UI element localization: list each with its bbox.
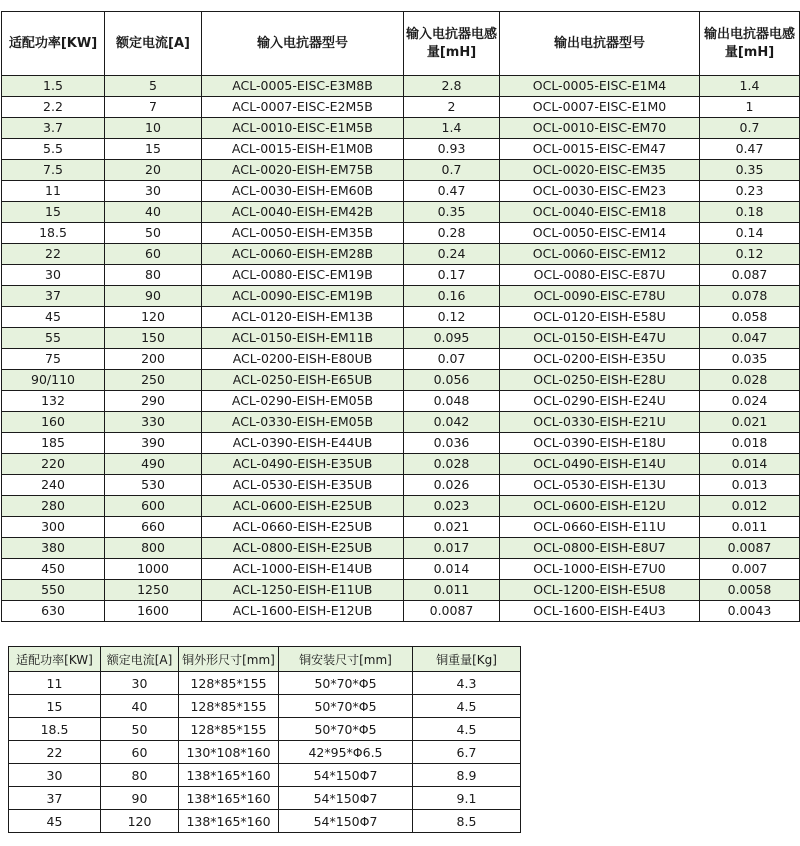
power-cell: 2.2 bbox=[2, 97, 105, 118]
weight-cell: 9.1 bbox=[413, 787, 521, 810]
copper-dimension-table bbox=[8, 646, 521, 833]
output-inductance-cell: 1.4 bbox=[700, 76, 800, 97]
table-row bbox=[2, 349, 800, 370]
mount-size-cell: 54*150Φ7 bbox=[279, 764, 413, 787]
table-row bbox=[2, 307, 800, 328]
input-model-cell: ACL-0005-EISC-E3M8B bbox=[202, 76, 404, 97]
input-model-cell: ACL-1000-EISH-E14UB bbox=[202, 559, 404, 580]
outline-size-cell: 138*165*160 bbox=[179, 810, 279, 833]
power-cell: 37 bbox=[9, 787, 101, 810]
table-row bbox=[9, 695, 521, 718]
table-row bbox=[2, 496, 800, 517]
input-model-cell: ACL-0200-EISH-E80UB bbox=[202, 349, 404, 370]
output-model-cell: OCL-0290-EISH-E24U bbox=[500, 391, 700, 412]
power-cell: 630 bbox=[2, 601, 105, 622]
current-cell: 20 bbox=[105, 160, 202, 181]
input-inductance-cell: 0.028 bbox=[404, 454, 500, 475]
outline-size-cell: 128*85*155 bbox=[179, 695, 279, 718]
output-model-cell: OCL-1000-EISH-E7U0 bbox=[500, 559, 700, 580]
input-inductance-cell: 0.021 bbox=[404, 517, 500, 538]
current-cell: 530 bbox=[105, 475, 202, 496]
input-model-cell: ACL-0060-EISH-EM28B bbox=[202, 244, 404, 265]
table-row bbox=[9, 810, 521, 833]
table-row bbox=[2, 601, 800, 622]
current-cell: 15 bbox=[105, 139, 202, 160]
power-cell: 185 bbox=[2, 433, 105, 454]
input-model-cell: ACL-0150-EISH-EM11B bbox=[202, 328, 404, 349]
table-row bbox=[2, 223, 800, 244]
power-cell: 11 bbox=[9, 672, 101, 695]
input-inductance-cell: 0.036 bbox=[404, 433, 500, 454]
output-model-cell: OCL-0530-EISH-E13U bbox=[500, 475, 700, 496]
table-row bbox=[2, 391, 800, 412]
input-inductance-cell: 0.28 bbox=[404, 223, 500, 244]
table-row bbox=[2, 286, 800, 307]
input-inductance-cell: 0.056 bbox=[404, 370, 500, 391]
weight-cell: 8.5 bbox=[413, 810, 521, 833]
current-cell: 120 bbox=[105, 307, 202, 328]
output-inductance-cell: 0.0043 bbox=[700, 601, 800, 622]
table-row bbox=[2, 433, 800, 454]
table-row bbox=[9, 741, 521, 764]
output-model-cell: OCL-0005-EISC-E1M4 bbox=[500, 76, 700, 97]
input-model-cell: ACL-0007-EISC-E2M5B bbox=[202, 97, 404, 118]
current-cell: 660 bbox=[105, 517, 202, 538]
table-header-row bbox=[9, 647, 521, 672]
output-model-cell: OCL-0120-EISH-E58U bbox=[500, 307, 700, 328]
input-inductance-cell: 0.023 bbox=[404, 496, 500, 517]
output-inductance-cell: 0.014 bbox=[700, 454, 800, 475]
output-inductance-cell: 0.0087 bbox=[700, 538, 800, 559]
outline-size-cell: 128*85*155 bbox=[179, 672, 279, 695]
table-row bbox=[2, 139, 800, 160]
input-inductance-cell: 1.4 bbox=[404, 118, 500, 139]
header-input-inductance: 输入电抗器电感量[mH] bbox=[404, 12, 500, 76]
power-cell: 90/110 bbox=[2, 370, 105, 391]
output-inductance-cell: 0.011 bbox=[700, 517, 800, 538]
current-cell: 60 bbox=[105, 244, 202, 265]
input-model-cell: ACL-0600-EISH-E25UB bbox=[202, 496, 404, 517]
input-inductance-cell: 0.014 bbox=[404, 559, 500, 580]
output-model-cell: OCL-0660-EISH-E11U bbox=[500, 517, 700, 538]
output-inductance-cell: 0.058 bbox=[700, 307, 800, 328]
current-cell: 7 bbox=[105, 97, 202, 118]
current-cell: 80 bbox=[105, 265, 202, 286]
table-row bbox=[2, 538, 800, 559]
output-model-cell: OCL-0080-EISC-E87U bbox=[500, 265, 700, 286]
table-row bbox=[2, 265, 800, 286]
current-cell: 5 bbox=[105, 76, 202, 97]
current-cell: 50 bbox=[101, 718, 179, 741]
table-header-row bbox=[2, 12, 800, 76]
output-model-cell: OCL-0150-EISH-E47U bbox=[500, 328, 700, 349]
input-model-cell: ACL-0330-EISH-EM05B bbox=[202, 412, 404, 433]
input-inductance-cell: 0.7 bbox=[404, 160, 500, 181]
table-row bbox=[2, 517, 800, 538]
output-model-cell: OCL-0050-EISC-EM14 bbox=[500, 223, 700, 244]
input-inductance-cell: 0.0087 bbox=[404, 601, 500, 622]
weight-cell: 4.5 bbox=[413, 695, 521, 718]
power-cell: 300 bbox=[2, 517, 105, 538]
output-inductance-cell: 0.35 bbox=[700, 160, 800, 181]
output-inductance-cell: 0.0058 bbox=[700, 580, 800, 601]
current-cell: 30 bbox=[101, 672, 179, 695]
input-inductance-cell: 0.93 bbox=[404, 139, 500, 160]
table-row bbox=[9, 764, 521, 787]
output-model-cell: OCL-0060-EISC-EM12 bbox=[500, 244, 700, 265]
input-model-cell: ACL-0250-EISH-E65UB bbox=[202, 370, 404, 391]
mount-size-cell: 42*95*Φ6.5 bbox=[279, 741, 413, 764]
input-inductance-cell: 0.048 bbox=[404, 391, 500, 412]
table-row bbox=[2, 328, 800, 349]
header-power: 适配功率[KW] bbox=[9, 647, 101, 672]
power-cell: 1.5 bbox=[2, 76, 105, 97]
input-model-cell: ACL-0530-EISH-E35UB bbox=[202, 475, 404, 496]
output-inductance-cell: 0.47 bbox=[700, 139, 800, 160]
current-cell: 1600 bbox=[105, 601, 202, 622]
table-row bbox=[2, 475, 800, 496]
current-cell: 90 bbox=[101, 787, 179, 810]
output-inductance-cell: 0.012 bbox=[700, 496, 800, 517]
output-model-cell: OCL-0010-EISC-EM70 bbox=[500, 118, 700, 139]
current-cell: 1000 bbox=[105, 559, 202, 580]
input-model-cell: ACL-0020-EISH-EM75B bbox=[202, 160, 404, 181]
input-model-cell: ACL-0120-EISH-EM13B bbox=[202, 307, 404, 328]
table-row bbox=[2, 370, 800, 391]
power-cell: 55 bbox=[2, 328, 105, 349]
input-model-cell: ACL-0290-EISH-EM05B bbox=[202, 391, 404, 412]
table-row bbox=[2, 412, 800, 433]
input-inductance-cell: 0.026 bbox=[404, 475, 500, 496]
input-model-cell: ACL-0010-EISC-E1M5B bbox=[202, 118, 404, 139]
input-model-cell: ACL-1250-EISH-E11UB bbox=[202, 580, 404, 601]
table-row bbox=[2, 97, 800, 118]
power-cell: 75 bbox=[2, 349, 105, 370]
input-model-cell: ACL-0080-EISC-EM19B bbox=[202, 265, 404, 286]
input-model-cell: ACL-0040-EISH-EM42B bbox=[202, 202, 404, 223]
current-cell: 600 bbox=[105, 496, 202, 517]
output-inductance-cell: 0.078 bbox=[700, 286, 800, 307]
header-current: 额定电流[A] bbox=[105, 12, 202, 76]
current-cell: 290 bbox=[105, 391, 202, 412]
header-power: 适配功率[KW] bbox=[2, 12, 105, 76]
output-model-cell: OCL-0390-EISH-E18U bbox=[500, 433, 700, 454]
power-cell: 18.5 bbox=[2, 223, 105, 244]
header-weight: 铜重量[Kg] bbox=[413, 647, 521, 672]
output-model-cell: OCL-0015-EISC-EM47 bbox=[500, 139, 700, 160]
header-current: 额定电流[A] bbox=[101, 647, 179, 672]
current-cell: 490 bbox=[105, 454, 202, 475]
power-cell: 280 bbox=[2, 496, 105, 517]
power-cell: 132 bbox=[2, 391, 105, 412]
current-cell: 200 bbox=[105, 349, 202, 370]
output-model-cell: OCL-0030-EISC-EM23 bbox=[500, 181, 700, 202]
current-cell: 120 bbox=[101, 810, 179, 833]
power-cell: 3.7 bbox=[2, 118, 105, 139]
input-inductance-cell: 0.017 bbox=[404, 538, 500, 559]
outline-size-cell: 138*165*160 bbox=[179, 764, 279, 787]
header-outline-size: 铜外形尺寸[mm] bbox=[179, 647, 279, 672]
power-cell: 30 bbox=[9, 764, 101, 787]
output-model-cell: OCL-0090-EISC-E78U bbox=[500, 286, 700, 307]
input-inductance-cell: 2.8 bbox=[404, 76, 500, 97]
power-cell: 30 bbox=[2, 265, 105, 286]
current-cell: 330 bbox=[105, 412, 202, 433]
output-inductance-cell: 1 bbox=[700, 97, 800, 118]
current-cell: 40 bbox=[101, 695, 179, 718]
input-model-cell: ACL-0030-EISH-EM60B bbox=[202, 181, 404, 202]
power-cell: 22 bbox=[2, 244, 105, 265]
power-cell: 15 bbox=[9, 695, 101, 718]
power-cell: 220 bbox=[2, 454, 105, 475]
output-inductance-cell: 0.007 bbox=[700, 559, 800, 580]
output-model-cell: OCL-0490-EISH-E14U bbox=[500, 454, 700, 475]
reactor-spec-table bbox=[1, 11, 800, 622]
output-model-cell: OCL-0600-EISH-E12U bbox=[500, 496, 700, 517]
output-inductance-cell: 0.12 bbox=[700, 244, 800, 265]
input-model-cell: ACL-0800-EISH-E25UB bbox=[202, 538, 404, 559]
input-inductance-cell: 0.24 bbox=[404, 244, 500, 265]
weight-cell: 4.5 bbox=[413, 718, 521, 741]
outline-size-cell: 128*85*155 bbox=[179, 718, 279, 741]
table-row bbox=[2, 181, 800, 202]
table-row bbox=[2, 244, 800, 265]
power-cell: 11 bbox=[2, 181, 105, 202]
input-inductance-cell: 0.011 bbox=[404, 580, 500, 601]
output-model-cell: OCL-0020-EISC-EM35 bbox=[500, 160, 700, 181]
output-model-cell: OCL-0200-EISH-E35U bbox=[500, 349, 700, 370]
power-cell: 22 bbox=[9, 741, 101, 764]
input-inductance-cell: 2 bbox=[404, 97, 500, 118]
power-cell: 45 bbox=[9, 810, 101, 833]
table-row bbox=[2, 559, 800, 580]
input-inductance-cell: 0.095 bbox=[404, 328, 500, 349]
table-row bbox=[9, 718, 521, 741]
current-cell: 800 bbox=[105, 538, 202, 559]
input-inductance-cell: 0.042 bbox=[404, 412, 500, 433]
output-inductance-cell: 0.14 bbox=[700, 223, 800, 244]
input-inductance-cell: 0.35 bbox=[404, 202, 500, 223]
output-model-cell: OCL-1200-EISH-E5U8 bbox=[500, 580, 700, 601]
output-inductance-cell: 0.013 bbox=[700, 475, 800, 496]
input-model-cell: ACL-0660-EISH-E25UB bbox=[202, 517, 404, 538]
input-inductance-cell: 0.17 bbox=[404, 265, 500, 286]
header-output-inductance: 输出电抗器电感量[mH] bbox=[700, 12, 800, 76]
power-cell: 45 bbox=[2, 307, 105, 328]
current-cell: 40 bbox=[105, 202, 202, 223]
power-cell: 160 bbox=[2, 412, 105, 433]
input-model-cell: ACL-0015-EISH-E1M0B bbox=[202, 139, 404, 160]
output-inductance-cell: 0.028 bbox=[700, 370, 800, 391]
current-cell: 30 bbox=[105, 181, 202, 202]
current-cell: 250 bbox=[105, 370, 202, 391]
mount-size-cell: 50*70*Φ5 bbox=[279, 718, 413, 741]
weight-cell: 8.9 bbox=[413, 764, 521, 787]
current-cell: 50 bbox=[105, 223, 202, 244]
outline-size-cell: 130*108*160 bbox=[179, 741, 279, 764]
table-row bbox=[2, 580, 800, 601]
output-inductance-cell: 0.047 bbox=[700, 328, 800, 349]
current-cell: 60 bbox=[101, 741, 179, 764]
output-inductance-cell: 0.024 bbox=[700, 391, 800, 412]
power-cell: 240 bbox=[2, 475, 105, 496]
header-output-model: 输出电抗器型号 bbox=[500, 12, 700, 76]
table-row bbox=[2, 454, 800, 475]
power-cell: 550 bbox=[2, 580, 105, 601]
header-input-model: 输入电抗器型号 bbox=[202, 12, 404, 76]
current-cell: 80 bbox=[101, 764, 179, 787]
input-inductance-cell: 0.07 bbox=[404, 349, 500, 370]
output-inductance-cell: 0.035 bbox=[700, 349, 800, 370]
mount-size-cell: 54*150Φ7 bbox=[279, 810, 413, 833]
output-inductance-cell: 0.23 bbox=[700, 181, 800, 202]
table-row bbox=[2, 202, 800, 223]
mount-size-cell: 54*150Φ7 bbox=[279, 787, 413, 810]
table-row bbox=[2, 76, 800, 97]
output-inductance-cell: 0.7 bbox=[700, 118, 800, 139]
mount-size-cell: 50*70*Φ5 bbox=[279, 672, 413, 695]
mount-size-cell: 50*70*Φ5 bbox=[279, 695, 413, 718]
power-cell: 5.5 bbox=[2, 139, 105, 160]
current-cell: 390 bbox=[105, 433, 202, 454]
output-inductance-cell: 0.018 bbox=[700, 433, 800, 454]
output-model-cell: OCL-1600-EISH-E4U3 bbox=[500, 601, 700, 622]
output-model-cell: OCL-0007-EISC-E1M0 bbox=[500, 97, 700, 118]
input-inductance-cell: 0.16 bbox=[404, 286, 500, 307]
power-cell: 18.5 bbox=[9, 718, 101, 741]
input-inductance-cell: 0.47 bbox=[404, 181, 500, 202]
output-inductance-cell: 0.087 bbox=[700, 265, 800, 286]
output-model-cell: OCL-0040-EISC-EM18 bbox=[500, 202, 700, 223]
table-row bbox=[9, 672, 521, 695]
table-row bbox=[9, 787, 521, 810]
power-cell: 450 bbox=[2, 559, 105, 580]
input-model-cell: ACL-0090-EISC-EM19B bbox=[202, 286, 404, 307]
input-model-cell: ACL-1600-EISH-E12UB bbox=[202, 601, 404, 622]
table-row bbox=[2, 118, 800, 139]
current-cell: 10 bbox=[105, 118, 202, 139]
current-cell: 150 bbox=[105, 328, 202, 349]
table-row bbox=[2, 160, 800, 181]
weight-cell: 4.3 bbox=[413, 672, 521, 695]
output-model-cell: OCL-0330-EISH-E21U bbox=[500, 412, 700, 433]
weight-cell: 6.7 bbox=[413, 741, 521, 764]
outline-size-cell: 138*165*160 bbox=[179, 787, 279, 810]
output-inductance-cell: 0.021 bbox=[700, 412, 800, 433]
input-model-cell: ACL-0050-EISH-EM35B bbox=[202, 223, 404, 244]
power-cell: 7.5 bbox=[2, 160, 105, 181]
power-cell: 37 bbox=[2, 286, 105, 307]
output-model-cell: OCL-0250-EISH-E28U bbox=[500, 370, 700, 391]
header-mount-size: 铜安装尺寸[mm] bbox=[279, 647, 413, 672]
input-inductance-cell: 0.12 bbox=[404, 307, 500, 328]
power-cell: 380 bbox=[2, 538, 105, 559]
power-cell: 15 bbox=[2, 202, 105, 223]
output-model-cell: OCL-0800-EISH-E8U7 bbox=[500, 538, 700, 559]
current-cell: 90 bbox=[105, 286, 202, 307]
current-cell: 1250 bbox=[105, 580, 202, 601]
output-inductance-cell: 0.18 bbox=[700, 202, 800, 223]
input-model-cell: ACL-0490-EISH-E35UB bbox=[202, 454, 404, 475]
input-model-cell: ACL-0390-EISH-E44UB bbox=[202, 433, 404, 454]
